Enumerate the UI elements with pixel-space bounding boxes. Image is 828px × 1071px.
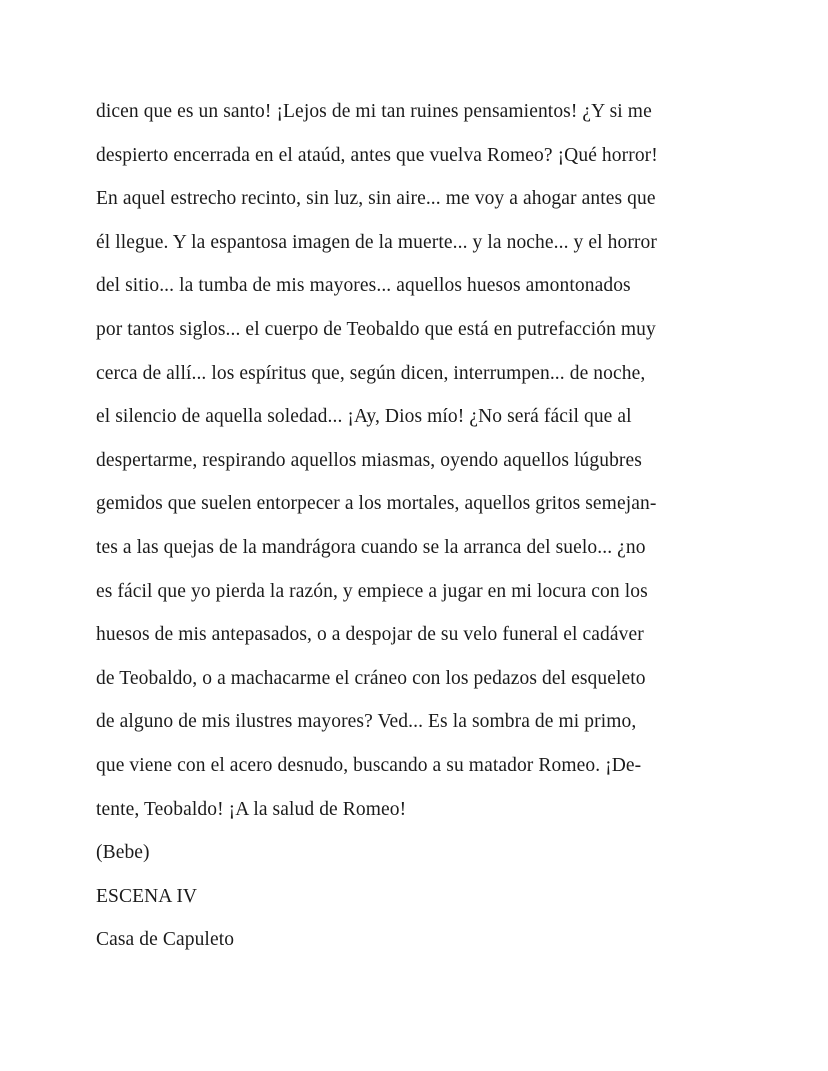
paragraph-line: de alguno de mis ilustres mayores? Ved... Es la sombra de mi primo, bbox=[96, 711, 637, 733]
paragraph-line: él llegue. Y la espantosa imagen de la muerte... y la noche... y el horror bbox=[96, 231, 657, 253]
text-block bbox=[96, 90, 716, 962]
paragraph-line: de Teobaldo, o a machacarme el cráneo con los pedazos del esqueleto bbox=[96, 667, 646, 689]
stage-direction: (Bebe) bbox=[96, 842, 150, 864]
paragraph-line: despierto encerrada en el ataúd, antes que vuelva Romeo? ¡Qué horror! bbox=[96, 144, 658, 166]
paragraph-line: del sitio... la tumba de mis mayores... aquellos huesos amontonados bbox=[96, 275, 631, 297]
paragraph-line: por tantos siglos... el cuerpo de Teobaldo que está en putrefacción muy bbox=[96, 318, 656, 340]
paragraph-line: huesos de mis antepasados, o a despojar de su velo funeral el cadáver bbox=[96, 624, 644, 646]
paragraph-line: despertarme, respirando aquellos miasmas, oyendo aquellos lúgubres bbox=[96, 449, 642, 471]
paragraph-line: tente, Teobaldo! ¡A la salud de Romeo! bbox=[96, 798, 407, 820]
paragraph-line: tes a las quejas de la mandrágora cuando se la arranca del suelo... ¿no bbox=[96, 536, 646, 558]
scene-heading: ESCENA IV bbox=[96, 885, 198, 907]
paragraph-line: En aquel estrecho recinto, sin luz, sin aire... me voy a ahogar antes que bbox=[96, 188, 656, 210]
paragraph-line: es fácil que yo pierda la razón, y empiece a jugar en mi locura con los bbox=[96, 580, 648, 602]
paragraph-line: gemidos que suelen entorpecer a los mortales, aquellos gritos semejan- bbox=[96, 493, 657, 515]
paragraph-line: cerca de allí... los espíritus que, según dicen, interrumpen... de noche, bbox=[96, 362, 646, 384]
scene-location: Casa de Capuleto bbox=[96, 929, 235, 951]
paragraph-line: el silencio de aquella soledad... ¡Ay, Dios mío! ¿No será fácil que al bbox=[96, 406, 632, 428]
paragraph-line: que viene con el acero desnudo, buscando a su matador Romeo. ¡De- bbox=[96, 754, 642, 776]
paragraph-line: dicen que es un santo! ¡Lejos de mi tan ruines pensamientos! ¿Y si me bbox=[96, 101, 652, 122]
